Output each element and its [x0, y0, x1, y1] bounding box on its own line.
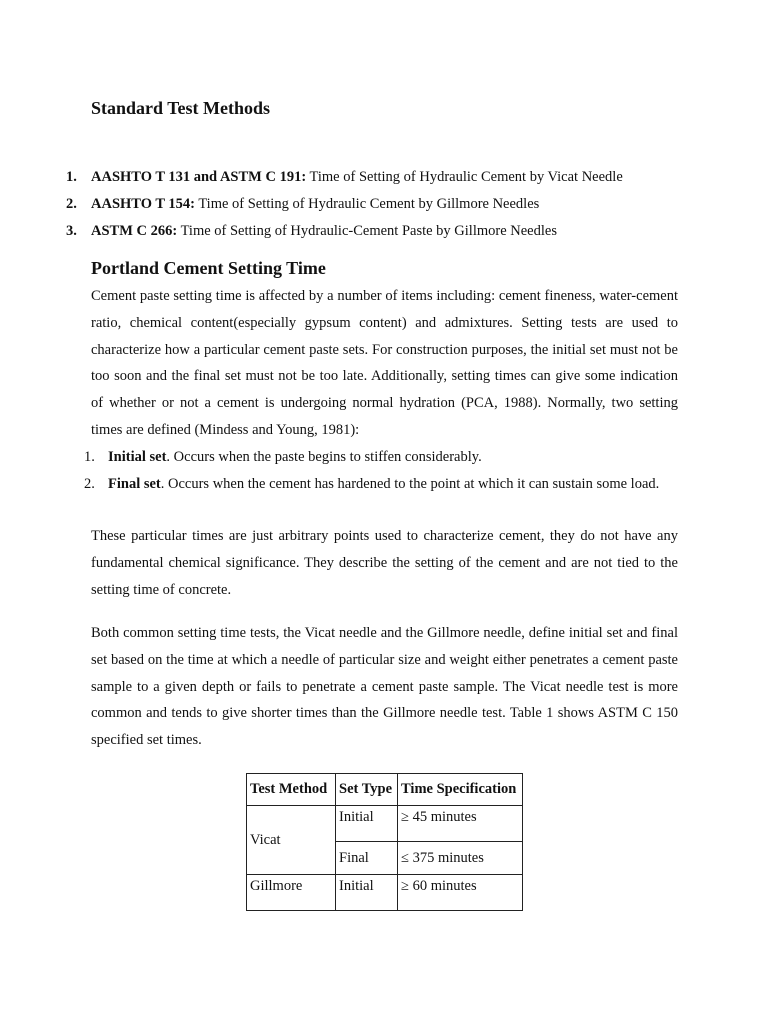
standards-list	[66, 164, 706, 245]
list-number: 1.	[66, 169, 77, 185]
standard-description: Time of Setting of Hydraulic Cement by Gillmore Needles	[198, 196, 540, 212]
list-number: 1.	[84, 449, 95, 465]
table-header-row	[247, 774, 523, 806]
standard-code: AASHTO T 131 and ASTM C 191:	[91, 169, 307, 185]
cell-time-specification: ≥ 60 minutes	[398, 875, 523, 911]
standard-code: AASHTO T 154:	[91, 196, 195, 212]
cell-set-type: Initial	[336, 875, 398, 911]
list-item	[84, 444, 678, 471]
set-times-table	[246, 773, 523, 911]
list-item	[66, 191, 706, 218]
table-row	[247, 875, 523, 911]
list-number: 2.	[66, 196, 77, 212]
list-item	[84, 471, 678, 498]
setting-times-list	[84, 444, 678, 498]
column-header-test-method: Test Method	[247, 774, 336, 806]
cell-time-specification: ≥ 45 minutes	[398, 806, 523, 842]
term-description: . Occurs when the cement has hardened to the point at which it can sustain some load.	[160, 475, 660, 492]
list-number: 2.	[84, 475, 95, 492]
paragraph-arbitrary-points: These particular times are just arbitrary points used to characterize cement, they do not have any fundamental chemical significance. They describe the setting of the cement and are not tied to the setting time of concrete.	[91, 528, 678, 598]
column-header-time-specification: Time Specification	[398, 774, 523, 806]
term-description: . Occurs when the paste begins to stiffen considerably.	[166, 449, 482, 465]
term-final-set: Final set	[108, 475, 161, 492]
cell-test-method-vicat: Vicat	[247, 806, 336, 875]
standard-description: Time of Setting of Hydraulic-Cement Paste by Gillmore Needles	[180, 223, 557, 239]
standard-code: ASTM C 266:	[91, 223, 178, 239]
heading-portland-cement-setting-time: Portland Cement Setting Time	[91, 258, 326, 278]
paragraph-setting-factors: Cement paste setting time is affected by a number of items including: cement fineness, water-cement ratio, chemical content(especially gypsum content) and admixtures. Setting tests are used to characterize how a particular cement paste sets. For construction purposes, the initial set must not be too soon and the final set must not be too late. Additionally, setting times can give some indication of whether or not a cement is undergoing normal hydration (PCA, 1988). Normally, two setting times are defined (Mindess and Young, 1981):	[91, 288, 678, 438]
list-number: 3.	[66, 223, 77, 239]
heading-standard-test-methods: Standard Test Methods	[91, 98, 271, 118]
cell-set-type: Final	[336, 842, 398, 875]
standard-description: Time of Setting of Hydraulic Cement by Vicat Needle	[309, 169, 623, 185]
list-item	[66, 218, 706, 245]
cell-time-specification: ≤ 375 minutes	[398, 842, 523, 875]
cell-test-method-gillmore: Gillmore	[247, 875, 336, 911]
list-item	[66, 164, 706, 191]
table-row	[247, 806, 523, 842]
cell-set-type: Initial	[336, 806, 398, 842]
column-header-set-type: Set Type	[336, 774, 398, 806]
term-initial-set: Initial set	[108, 449, 167, 465]
paragraph-setting-tests: Both common setting time tests, the Vicat needle and the Gillmore needle, define initial set and final set based on the time at which a needle of particular size and weight either penetrates a cement paste sample to a given depth or fails to penetrate a cement paste sample. The Vicat needle test is more common and tends to give shorter times than the Gillmore needle test. Table 1 shows ASTM C 150 specified set times.	[91, 625, 678, 749]
